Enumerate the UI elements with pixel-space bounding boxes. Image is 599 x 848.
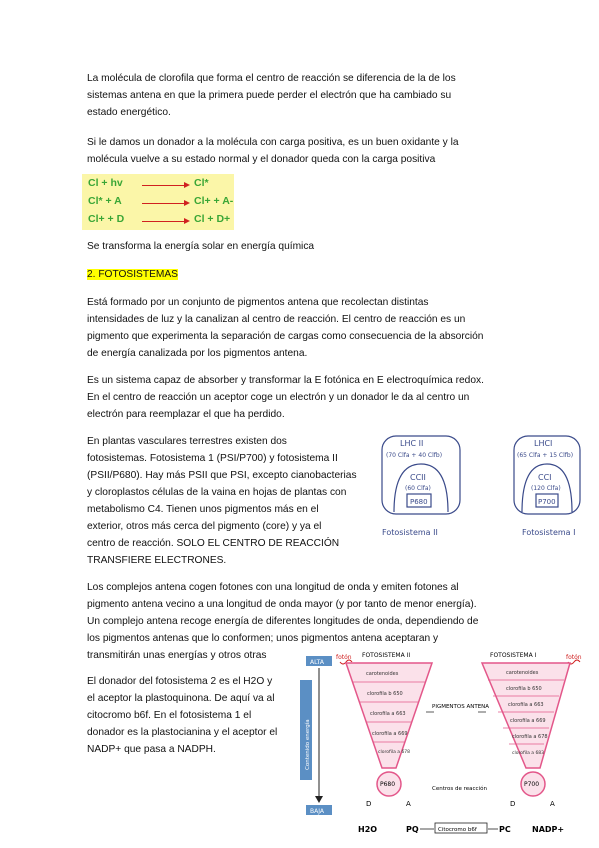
reaction-2-arrow [142, 203, 188, 204]
foton-right: fotón [566, 654, 582, 661]
ps1-layer-2: clorofila b 650 [506, 686, 542, 692]
ps1-layer-1: carotenoides [506, 670, 539, 676]
ps1-lhc-detail: (65 Clfa + 15 Clfb) [517, 452, 574, 459]
paragraph-energy: Se transforma la energía solar en energía química [87, 241, 315, 252]
paragraph-photosystems: En plantas vasculares terrestres existen dos fotosistemas. Fotosistema 1 (PSI/P700) y fotosistema II (PSII/P680). Hay más PSII que PSI, excepto cianobacterias y cloroplastos células de la vaina en hojas de plantas con metabolismo C4. Tienen unos pigmentos más en el exterior, otros más cerca del pigmento (core) y ya el centro de reacción. SOLO EL CENTRO DE REACCIÓN TRANSFIERE ELECTRONES. [87, 436, 357, 566]
ps2-layer-5: clorofila a 678 [378, 750, 411, 755]
ps2-donor-d: D [366, 800, 372, 808]
foton-left: fotón [336, 654, 352, 661]
ps2-caption: Fotosistema II [382, 528, 438, 537]
chain-pc: PC [499, 825, 511, 834]
reaction-1-arrow [142, 185, 188, 186]
paragraph-donors-acceptors: El donador del fotosistema 2 es el H2O y el aceptor la plastoquinona. De aquí va al citocromo b6f. En el fotosistema 1 el donador es la plastocianina y el aceptor el NADP+ que pasa a NADPH. [87, 676, 278, 755]
heading-fotosistemas: 2. FOTOSISTEMAS [87, 269, 178, 280]
axis-arrow-head [315, 796, 323, 803]
paragraph-donor: Si le damos un donador a la molécula con carga positiva, es un buen oxidante y la molécula vuelve a su estado normal y el donador queda con la carga positiva [87, 137, 459, 165]
reaction-2-right: Cl+ + A- [194, 195, 234, 207]
rc-p680-label: P680 [380, 781, 396, 788]
centros-label: Centros de reacción [432, 786, 487, 792]
reaction-3-right: Cl + D+ [194, 213, 231, 225]
ps2-lhc-label: LHC II [400, 439, 424, 448]
ps1-cc-label: CCI [538, 473, 552, 482]
rc-p700-label: P700 [524, 781, 540, 788]
chain-pq: PQ [406, 825, 419, 834]
antenna-funnel-diagram [300, 650, 592, 840]
paragraph-system: Es un sistema capaz de absorber y transformar la E fotónica en E electroquímica redox. En el centro de reacción un aceptor coge un electrón y un donador le da al centro un electrón para reemplazar el que ha perdido. [87, 375, 484, 420]
ps1-layer-3: clorofila a 663 [508, 702, 544, 708]
reaction-3-left: Cl+ + D [88, 213, 125, 225]
axis-energy-label: Contenido energía [305, 719, 311, 770]
chain-nadp: NADP+ [532, 825, 565, 834]
ps1-lhc-label: LHCI [534, 439, 553, 448]
chain-cyt: Citocromo b6f [438, 827, 477, 833]
reaction-1-right: Cl* [194, 177, 209, 189]
reaction-equations [82, 174, 234, 230]
axis-top-label: ALTA [310, 659, 324, 666]
ps1-title: FOTOSISTEMA I [490, 652, 537, 659]
ps1-donor-d: D [510, 800, 516, 808]
reaction-3-arrow [142, 221, 188, 222]
ps2-layer-4: clorofila a 669 [372, 731, 408, 737]
ps2-lhc-detail: (70 Clfa + 40 Clfb) [386, 452, 443, 459]
ps1-acceptor-a: A [550, 800, 555, 808]
ps2-layer-2: clorofila b 650 [367, 691, 403, 697]
ps2-cc-label: CCII [410, 473, 426, 482]
ps2-layer-3: clorofila a 663 [370, 711, 406, 717]
photosystem-sketch [372, 432, 582, 542]
ps1-rc-label: P700 [538, 498, 556, 506]
paragraph-antenna-complexes: Los complejos antena cogen fotones con una longitud de onda y emiten fotones al pigmento antena vecino a una longitud de onda mayor (y por tanto de menor energía). Un complejo antena recoge energía de diferentes longitudes de onda, dependiendo de los pigmentos antenas que lo conformen; unos pigmentos antena aceptaran y transmitirán unas energías y otros otras [87, 582, 479, 661]
axis-bottom-label: BAJA [310, 808, 324, 815]
ps1-caption: Fotosistema I [522, 528, 576, 537]
ps1-layer-4: clorofila a 669 [510, 718, 546, 724]
ps2-acceptor-a: A [406, 800, 411, 808]
ps2-layer-1: carotenoides [366, 671, 399, 677]
ps2-rc-label: P680 [410, 498, 428, 506]
ps1-cc-detail: (120 Clfa) [531, 485, 561, 492]
ps2-cc-detail: (60 Clfa) [405, 485, 431, 492]
section-heading [87, 266, 178, 283]
ps2-title: FOTOSISTEMA II [362, 652, 411, 659]
pigmentos-antena-label: PIGMENTOS ANTENA [432, 704, 490, 710]
reaction-2-left: Cl* + A [88, 195, 122, 207]
paragraph-rc-chlorophyll: La molécula de clorofila que forma el centro de reacción se diferencia de la de los sistemas antena en que la primera puede perder el electrón que ha cambiado su estado energético. [87, 73, 456, 118]
ps1-layer-5: clorofila a 678 [512, 734, 548, 740]
chain-h2o: H2O [358, 825, 378, 834]
paragraph-definition: Está formado por un conjunto de pigmentos antena que recolectan distintas intensidades de luz y la canalizan al centro de reacción. El centro de reacción es un pigmento que experimenta la separación de cargas como consecuencia de la absorción de energía canalizada por los pigmentos antena. [87, 297, 484, 359]
reaction-1-left: Cl + hv [88, 177, 123, 189]
ps1-layer-6: clorofila a 683 [512, 751, 545, 756]
